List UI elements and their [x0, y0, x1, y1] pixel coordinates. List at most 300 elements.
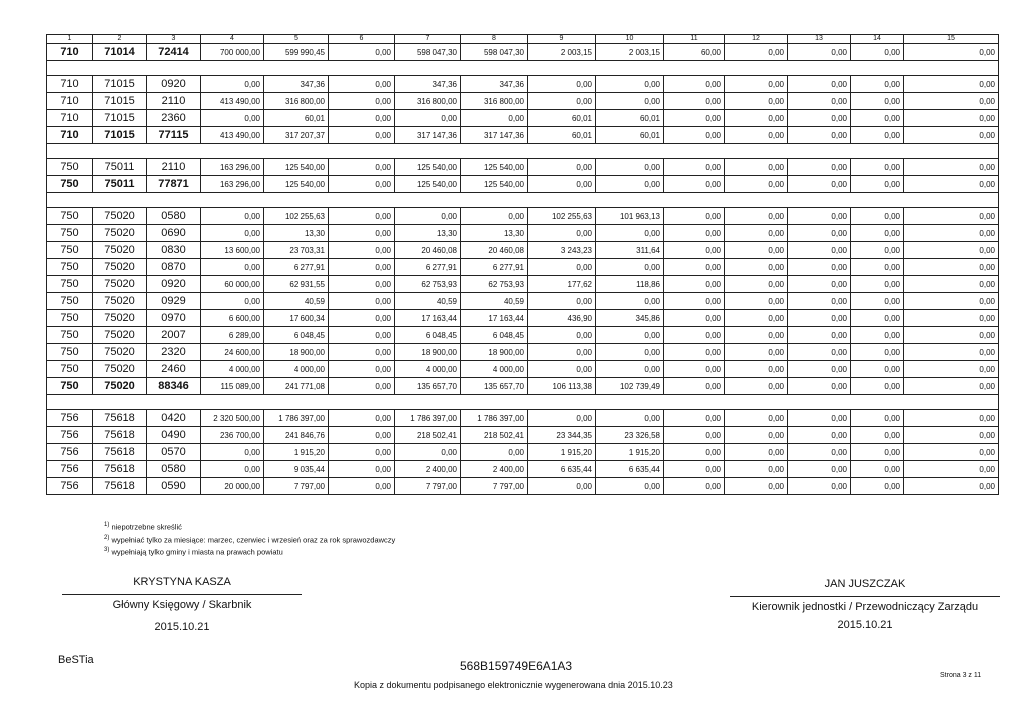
table-cell: 17 163,44	[461, 310, 528, 327]
table-cell: 0,00	[528, 327, 596, 344]
table-cell: 71015	[93, 93, 147, 110]
table-cell: 316 800,00	[264, 93, 329, 110]
table-cell: 0,00	[725, 444, 788, 461]
column-number-header-row	[47, 35, 999, 44]
table-cell: 125 540,00	[461, 159, 528, 176]
table-cell: 0,00	[395, 208, 461, 225]
table-cell: 6 277,91	[395, 259, 461, 276]
table-cell: 0,00	[201, 110, 264, 127]
table-cell: 0,00	[851, 127, 904, 144]
table-cell: 101 963,13	[596, 208, 664, 225]
table-cell: 0,00	[329, 461, 395, 478]
table-cell: 0,00	[788, 176, 851, 193]
table-cell: 0,00	[395, 444, 461, 461]
table-cell: 9 035,44	[264, 461, 329, 478]
signer-role-right: Kierownik jednostki / Przewodniczący Zarządu	[751, 601, 979, 613]
table-cell: 0,00	[725, 310, 788, 327]
table-cell: 347,36	[461, 76, 528, 93]
group-separator	[47, 193, 999, 208]
table-cell: 317 207,37	[264, 127, 329, 144]
table-cell: 0,00	[904, 344, 999, 361]
table-cell: 710	[47, 44, 93, 61]
table-cell: 75011	[93, 176, 147, 193]
table-cell: 102 739,49	[596, 378, 664, 395]
group-separator-cell	[47, 395, 999, 410]
table-cell: 125 540,00	[461, 176, 528, 193]
table-cell: 0,00	[596, 478, 664, 495]
table-cell: 0,00	[664, 478, 725, 495]
table-cell: 0,00	[851, 176, 904, 193]
table-cell: 102 255,63	[528, 208, 596, 225]
table-cell: 6 277,91	[461, 259, 528, 276]
table-cell: 23 326,58	[596, 427, 664, 444]
table-cell: 0,00	[725, 44, 788, 61]
table-cell: 2007	[147, 327, 201, 344]
table-cell: 710	[47, 76, 93, 93]
table-cell: 0,00	[664, 208, 725, 225]
table-row	[47, 110, 999, 127]
table-row	[47, 93, 999, 110]
table-cell: 0,00	[851, 276, 904, 293]
table-cell: 241 846,76	[264, 427, 329, 444]
column-number: 2	[93, 35, 147, 44]
copy-note: Kopia z dokumentu podpisanego elektronicznie wygenerowana dnia 2015.10.23	[354, 680, 673, 690]
column-number: 3	[147, 35, 201, 44]
table-row	[47, 208, 999, 225]
table-row	[47, 361, 999, 378]
table-cell: 6 277,91	[264, 259, 329, 276]
table-cell: 0,00	[788, 208, 851, 225]
table-cell: 0,00	[904, 242, 999, 259]
table-cell: 2 003,15	[528, 44, 596, 61]
table-cell: 0420	[147, 410, 201, 427]
table-cell: 236 700,00	[201, 427, 264, 444]
table-cell: 0,00	[528, 159, 596, 176]
software-label: BeSTia	[58, 654, 94, 666]
table-cell: 218 502,41	[461, 427, 528, 444]
table-cell: 135 657,70	[395, 378, 461, 395]
table-row	[47, 310, 999, 327]
table-cell: 7 797,00	[264, 478, 329, 495]
table-cell: 6 048,45	[461, 327, 528, 344]
table-cell: 0,00	[528, 76, 596, 93]
table-row-total	[47, 176, 999, 193]
table-cell: 0,00	[725, 110, 788, 127]
table-cell: 0,00	[904, 127, 999, 144]
signature-line-right	[730, 596, 1000, 597]
table-cell: 60,01	[596, 110, 664, 127]
table-cell: 75020	[93, 208, 147, 225]
report-table-body	[47, 35, 999, 495]
table-cell: 0,00	[788, 93, 851, 110]
table-cell: 2360	[147, 110, 201, 127]
table-cell: 0,00	[851, 159, 904, 176]
table-cell: 0929	[147, 293, 201, 310]
table-cell: 0,00	[851, 110, 904, 127]
table-cell: 0,00	[664, 310, 725, 327]
table-cell: 0,00	[201, 208, 264, 225]
table-cell: 77115	[147, 127, 201, 144]
column-number: 8	[461, 35, 528, 44]
table-cell: 0,00	[851, 293, 904, 310]
table-cell: 0,00	[664, 259, 725, 276]
table-cell: 115 089,00	[201, 378, 264, 395]
table-cell: 60,01	[264, 110, 329, 127]
table-cell: 0,00	[904, 361, 999, 378]
table-cell: 347,36	[395, 76, 461, 93]
table-cell: 0590	[147, 478, 201, 495]
table-row	[47, 478, 999, 495]
column-number: 12	[725, 35, 788, 44]
table-cell: 75618	[93, 427, 147, 444]
column-number: 7	[395, 35, 461, 44]
table-cell: 0870	[147, 259, 201, 276]
table-cell: 0,00	[664, 76, 725, 93]
table-cell: 0,00	[329, 276, 395, 293]
table-cell: 0,00	[329, 478, 395, 495]
table-row	[47, 461, 999, 478]
table-cell: 20 460,08	[461, 242, 528, 259]
table-cell: 0,00	[329, 361, 395, 378]
table-cell: 0,00	[851, 225, 904, 242]
table-cell: 0,00	[788, 110, 851, 127]
table-cell: 756	[47, 410, 93, 427]
table-cell: 0570	[147, 444, 201, 461]
table-row-total	[47, 378, 999, 395]
table-cell: 750	[47, 176, 93, 193]
table-cell: 0,00	[201, 461, 264, 478]
table-cell: 75618	[93, 410, 147, 427]
table-cell: 13,30	[461, 225, 528, 242]
table-cell: 0,00	[725, 93, 788, 110]
table-cell: 317 147,36	[461, 127, 528, 144]
footnote-2: $^{2)}$ wypełniać tylko za miesiące: marzec, czerwiec i wrzesień oraz za rok sprawozdawczy	[104, 534, 396, 544]
table-cell: 125 540,00	[264, 176, 329, 193]
table-cell: 106 113,38	[528, 378, 596, 395]
table-cell: 0580	[147, 208, 201, 225]
table-cell: 6 048,45	[264, 327, 329, 344]
table-cell: 135 657,70	[461, 378, 528, 395]
table-cell: 0,00	[528, 361, 596, 378]
table-cell: 6 600,00	[201, 310, 264, 327]
table-cell: 0,00	[904, 444, 999, 461]
table-cell: 0920	[147, 276, 201, 293]
table-cell: 125 540,00	[264, 159, 329, 176]
table-cell: 750	[47, 378, 93, 395]
table-cell: 0,00	[596, 76, 664, 93]
table-cell: 0,00	[904, 208, 999, 225]
table-cell: 0,00	[725, 361, 788, 378]
table-cell: 0,00	[664, 461, 725, 478]
table-cell: 0,00	[329, 293, 395, 310]
table-cell: 0,00	[329, 176, 395, 193]
table-cell: 0,00	[851, 461, 904, 478]
table-cell: 125 540,00	[395, 176, 461, 193]
table-cell: 6 048,45	[395, 327, 461, 344]
table-cell: 0,00	[329, 444, 395, 461]
table-cell: 0,00	[596, 293, 664, 310]
table-cell: 0830	[147, 242, 201, 259]
table-cell: 0,00	[596, 159, 664, 176]
table-cell: 0,00	[329, 110, 395, 127]
table-cell: 0,00	[851, 93, 904, 110]
table-cell: 750	[47, 276, 93, 293]
sign-date-left: 2015.10.21	[154, 621, 210, 633]
table-cell: 0,00	[395, 110, 461, 127]
table-cell: 118,86	[596, 276, 664, 293]
table-cell: 0,00	[725, 378, 788, 395]
signature-right	[730, 578, 1000, 631]
table-cell: 345,86	[596, 310, 664, 327]
table-cell: 102 255,63	[264, 208, 329, 225]
table-cell: 2110	[147, 159, 201, 176]
table-cell: 0,00	[788, 310, 851, 327]
table-cell: 13 600,00	[201, 242, 264, 259]
table-cell: 0,00	[596, 344, 664, 361]
table-cell: 0,00	[329, 344, 395, 361]
table-cell: 0,00	[904, 327, 999, 344]
table-cell: 0,00	[904, 225, 999, 242]
table-cell: 0,00	[788, 127, 851, 144]
table-cell: 0,00	[725, 293, 788, 310]
table-cell: 0,00	[596, 176, 664, 193]
table-cell: 710	[47, 93, 93, 110]
table-cell: 60,00	[664, 44, 725, 61]
table-cell: 75020	[93, 276, 147, 293]
table-cell: 750	[47, 310, 93, 327]
group-separator-cell	[47, 61, 999, 76]
table-row	[47, 293, 999, 310]
table-cell: 0,00	[596, 259, 664, 276]
table-cell: 0,00	[329, 427, 395, 444]
table-cell: 4 000,00	[201, 361, 264, 378]
group-separator	[47, 395, 999, 410]
table-cell: 75020	[93, 361, 147, 378]
table-cell: 0,00	[788, 378, 851, 395]
table-cell: 0,00	[851, 242, 904, 259]
table-cell: 311,64	[596, 242, 664, 259]
table-cell: 88346	[147, 378, 201, 395]
table-cell: 0,00	[788, 225, 851, 242]
table-cell: 710	[47, 127, 93, 144]
table-cell: 2 320 500,00	[201, 410, 264, 427]
table-cell: 598 047,30	[395, 44, 461, 61]
table-cell: 20 000,00	[201, 478, 264, 495]
table-cell: 18 900,00	[461, 344, 528, 361]
table-cell: 0,00	[904, 93, 999, 110]
table-cell: 0,00	[904, 276, 999, 293]
table-cell: 71015	[93, 127, 147, 144]
table-cell: 17 163,44	[395, 310, 461, 327]
table-cell: 0,00	[904, 76, 999, 93]
table-row	[47, 444, 999, 461]
column-number: 15	[904, 35, 999, 44]
table-cell: 0,00	[725, 225, 788, 242]
table-cell: 0,00	[851, 410, 904, 427]
table-cell: 75020	[93, 310, 147, 327]
table-cell: 0,00	[596, 327, 664, 344]
table-cell: 0,00	[788, 293, 851, 310]
signature-line-left	[62, 594, 302, 595]
table-cell: 0,00	[461, 208, 528, 225]
table-cell: 1 786 397,00	[395, 410, 461, 427]
table-cell: 0,00	[788, 344, 851, 361]
table-cell: 40,59	[264, 293, 329, 310]
table-cell: 0,00	[329, 159, 395, 176]
table-cell: 0,00	[725, 344, 788, 361]
table-cell: 125 540,00	[395, 159, 461, 176]
table-row	[47, 242, 999, 259]
table-cell: 0,00	[329, 259, 395, 276]
table-cell: 7 797,00	[395, 478, 461, 495]
table-cell: 0,00	[329, 378, 395, 395]
table-cell: 0,00	[788, 427, 851, 444]
table-row	[47, 276, 999, 293]
table-cell: 0,00	[664, 225, 725, 242]
group-separator	[47, 61, 999, 76]
table-cell: 23 703,31	[264, 242, 329, 259]
table-cell: 75020	[93, 344, 147, 361]
table-cell: 0,00	[461, 444, 528, 461]
table-cell: 6 289,00	[201, 327, 264, 344]
table-cell: 756	[47, 444, 93, 461]
column-number: 4	[201, 35, 264, 44]
table-cell: 0,00	[904, 110, 999, 127]
table-cell: 710	[47, 110, 93, 127]
table-cell: 0,00	[788, 444, 851, 461]
table-cell: 163 296,00	[201, 159, 264, 176]
signer-role-left: Główny Księgowy / Skarbnik	[112, 599, 252, 611]
table-cell: 1 915,20	[528, 444, 596, 461]
sign-date-right: 2015.10.21	[837, 619, 893, 631]
table-cell: 750	[47, 344, 93, 361]
table-cell: 75020	[93, 225, 147, 242]
table-cell: 2460	[147, 361, 201, 378]
table-cell: 0,00	[788, 327, 851, 344]
table-cell: 0,00	[664, 427, 725, 444]
document-code: 568B159749E6A1A3	[460, 659, 573, 673]
table-cell: 0,00	[725, 176, 788, 193]
table-cell: 241 771,08	[264, 378, 329, 395]
table-cell: 24 600,00	[201, 344, 264, 361]
table-cell: 62 753,93	[461, 276, 528, 293]
table-cell: 436,90	[528, 310, 596, 327]
table-cell: 0,00	[329, 242, 395, 259]
table-cell: 72414	[147, 44, 201, 61]
table-cell: 6 635,44	[528, 461, 596, 478]
table-cell: 316 800,00	[395, 93, 461, 110]
table-cell: 18 900,00	[395, 344, 461, 361]
table-cell: 75020	[93, 259, 147, 276]
table-cell: 0,00	[329, 76, 395, 93]
table-cell: 0,00	[904, 410, 999, 427]
table-cell: 0,00	[725, 242, 788, 259]
table-cell: 0,00	[904, 461, 999, 478]
table-cell: 0,00	[851, 478, 904, 495]
table-cell: 40,59	[395, 293, 461, 310]
table-cell: 40,59	[461, 293, 528, 310]
table-cell: 700 000,00	[201, 44, 264, 61]
table-cell: 750	[47, 259, 93, 276]
table-row	[47, 327, 999, 344]
table-cell: 750	[47, 159, 93, 176]
table-cell: 4 000,00	[461, 361, 528, 378]
table-cell: 3 243,23	[528, 242, 596, 259]
table-cell: 0,00	[725, 427, 788, 444]
table-cell: 177,62	[528, 276, 596, 293]
table-cell: 0,00	[725, 76, 788, 93]
table-cell: 0,00	[201, 444, 264, 461]
report-sheet	[46, 34, 998, 495]
table-cell: 0,00	[528, 410, 596, 427]
table-cell: 0,00	[904, 259, 999, 276]
table-cell: 0,00	[788, 159, 851, 176]
table-cell: 75020	[93, 293, 147, 310]
table-cell: 0,00	[851, 378, 904, 395]
table-cell: 0,00	[788, 478, 851, 495]
column-number: 13	[788, 35, 851, 44]
table-cell: 0,00	[329, 127, 395, 144]
table-cell: 0,00	[664, 444, 725, 461]
table-cell: 317 147,36	[395, 127, 461, 144]
table-row	[47, 344, 999, 361]
table-cell: 0,00	[329, 93, 395, 110]
table-cell: 0,00	[788, 410, 851, 427]
table-cell: 0,00	[851, 208, 904, 225]
table-cell: 0690	[147, 225, 201, 242]
table-cell: 0,00	[664, 276, 725, 293]
table-cell: 0,00	[528, 225, 596, 242]
group-separator	[47, 144, 999, 159]
table-cell: 77871	[147, 176, 201, 193]
table-cell: 0,00	[528, 344, 596, 361]
column-number: 1	[47, 35, 93, 44]
table-cell: 62 931,55	[264, 276, 329, 293]
table-cell: 60,01	[528, 110, 596, 127]
table-cell: 60,01	[528, 127, 596, 144]
report-table	[46, 34, 999, 495]
table-cell: 0490	[147, 427, 201, 444]
table-cell: 0,00	[904, 478, 999, 495]
table-cell: 0,00	[329, 225, 395, 242]
table-cell: 316 800,00	[461, 93, 528, 110]
table-cell: 0,00	[904, 44, 999, 61]
table-cell: 2320	[147, 344, 201, 361]
table-cell: 2 003,15	[596, 44, 664, 61]
page-number: Strona 3 z 11	[940, 672, 982, 679]
table-cell: 0,00	[596, 225, 664, 242]
group-separator-cell	[47, 193, 999, 208]
table-cell: 0,00	[725, 410, 788, 427]
signature-left	[62, 576, 302, 633]
table-row	[47, 410, 999, 427]
table-cell: 0,00	[851, 76, 904, 93]
table-row	[47, 76, 999, 93]
table-cell: 4 000,00	[395, 361, 461, 378]
table-cell: 18 900,00	[264, 344, 329, 361]
column-number: 6	[329, 35, 395, 44]
table-cell: 0,00	[528, 293, 596, 310]
table-cell: 0,00	[329, 410, 395, 427]
table-cell: 0,00	[788, 242, 851, 259]
table-cell: 1 915,20	[264, 444, 329, 461]
table-cell: 2 400,00	[395, 461, 461, 478]
table-cell: 62 753,93	[395, 276, 461, 293]
column-number: 11	[664, 35, 725, 44]
table-cell: 2110	[147, 93, 201, 110]
table-cell: 598 047,30	[461, 44, 528, 61]
table-cell: 0,00	[788, 361, 851, 378]
